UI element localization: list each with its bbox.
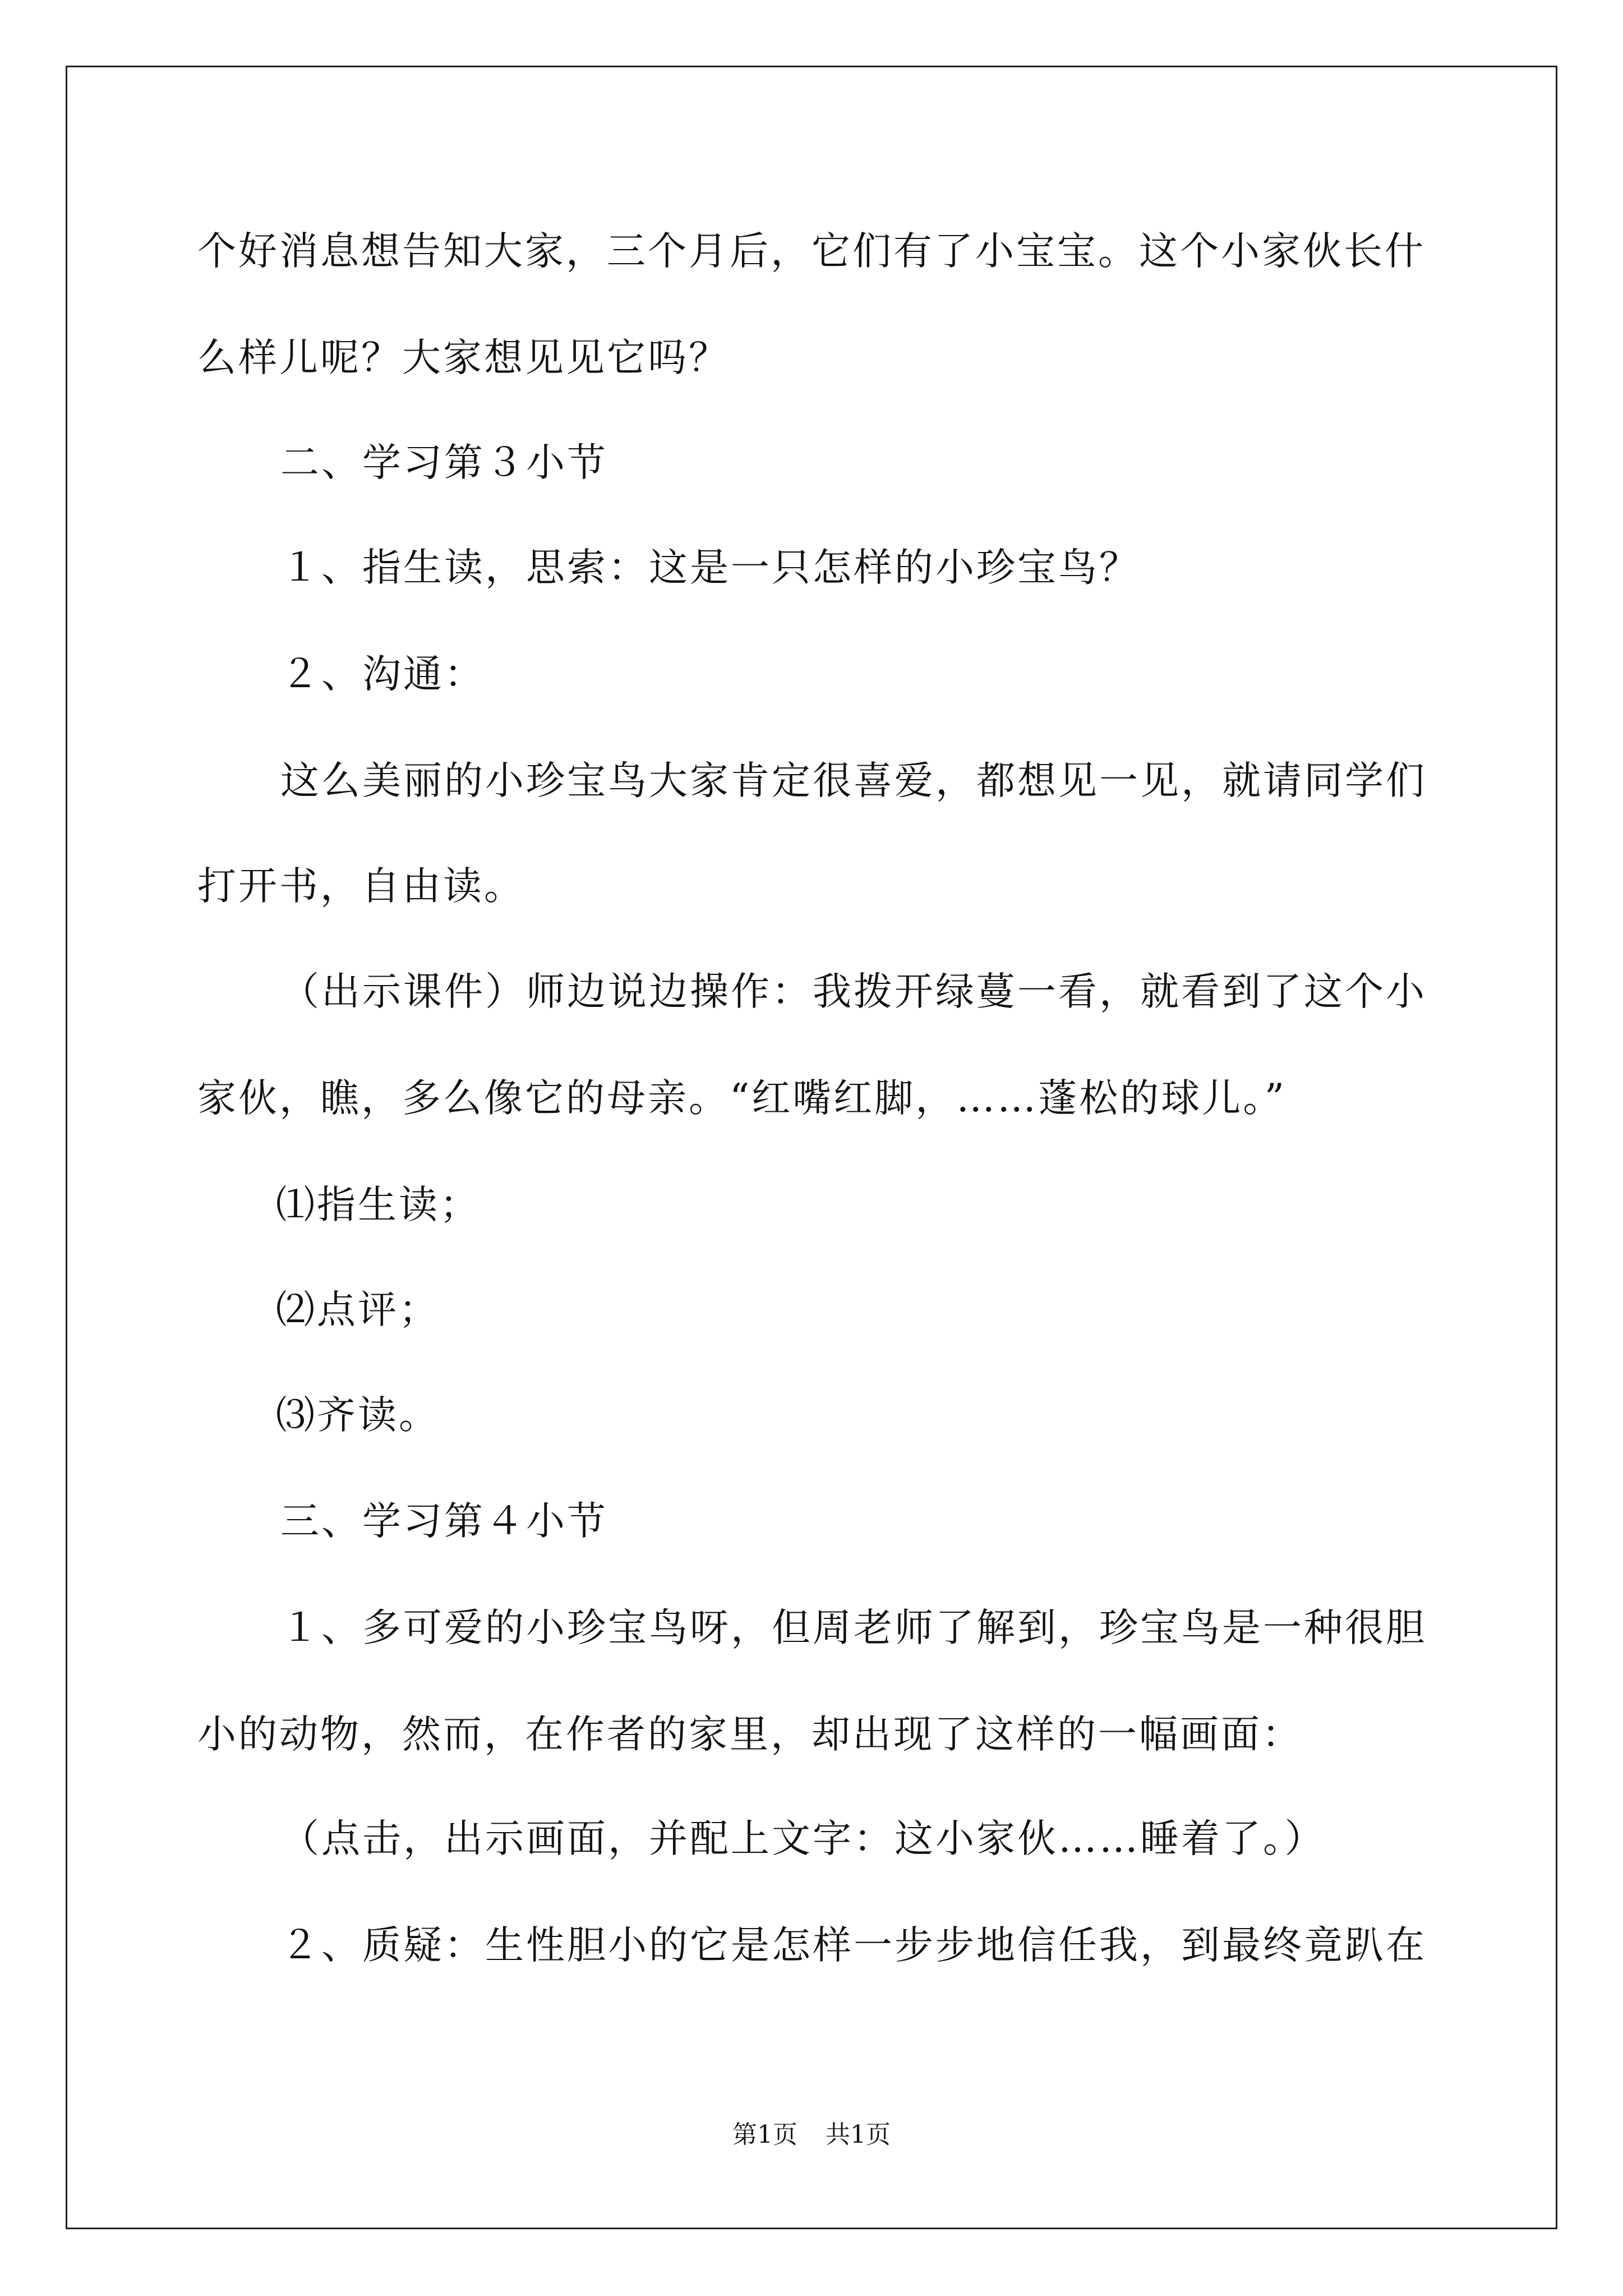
section-heading-2: 二、学习第３小节 [280,440,608,485]
text-line-10: ⑴指生读； [276,1182,481,1227]
text-line-1: 个好消息想告知大家，三个月后，它们有了小宝宝。这个小家伙长什 [197,229,1426,274]
text-line-12: ⑶齐读。 [276,1393,440,1438]
page-total: 共1页 [826,2120,891,2149]
text-line-9: 家伙，瞧，多么像它的母亲。“红嘴红脚，……蓬松的球儿。” [197,1076,1287,1121]
text-line-4: １、指生读，思索：这是一只怎样的小珍宝鸟？ [280,545,1140,590]
page-number: 第1页 [732,2120,797,2149]
text-line-11: ⑵点评； [276,1287,440,1332]
page-footer [0,2119,1623,2151]
section-heading-3: 三、学习第４小节 [280,1499,608,1544]
text-line-17: ２、质疑：生性胆小的它是怎样一步步地信任我，到最终竟趴在 [280,1923,1427,1968]
text-line-8: （出示课件）师边说边操作：我拨开绿蔓一看，就看到了这个小 [280,969,1427,1014]
text-line-14: １、多可爱的小珍宝鸟呀，但周老师了解到，珍宝鸟是一种很胆 [280,1605,1427,1650]
text-line-2: 么样儿呢？大家想见见它吗？ [197,335,730,380]
text-line-15: 小的动物，然而，在作者的家里，却出现了这样的一幅画面： [197,1712,1303,1757]
page-border [66,66,1557,2229]
text-line-7: 打开书，自由读。 [197,864,525,909]
text-line-6: 这么美丽的小珍宝鸟大家肯定很喜爱，都想见一见，就请同学们 [280,758,1427,803]
text-line-5: ２、沟通： [280,652,485,697]
text-line-16: （点击，出示画面，并配上文字：这小家伙……睡着了。） [280,1816,1326,1861]
